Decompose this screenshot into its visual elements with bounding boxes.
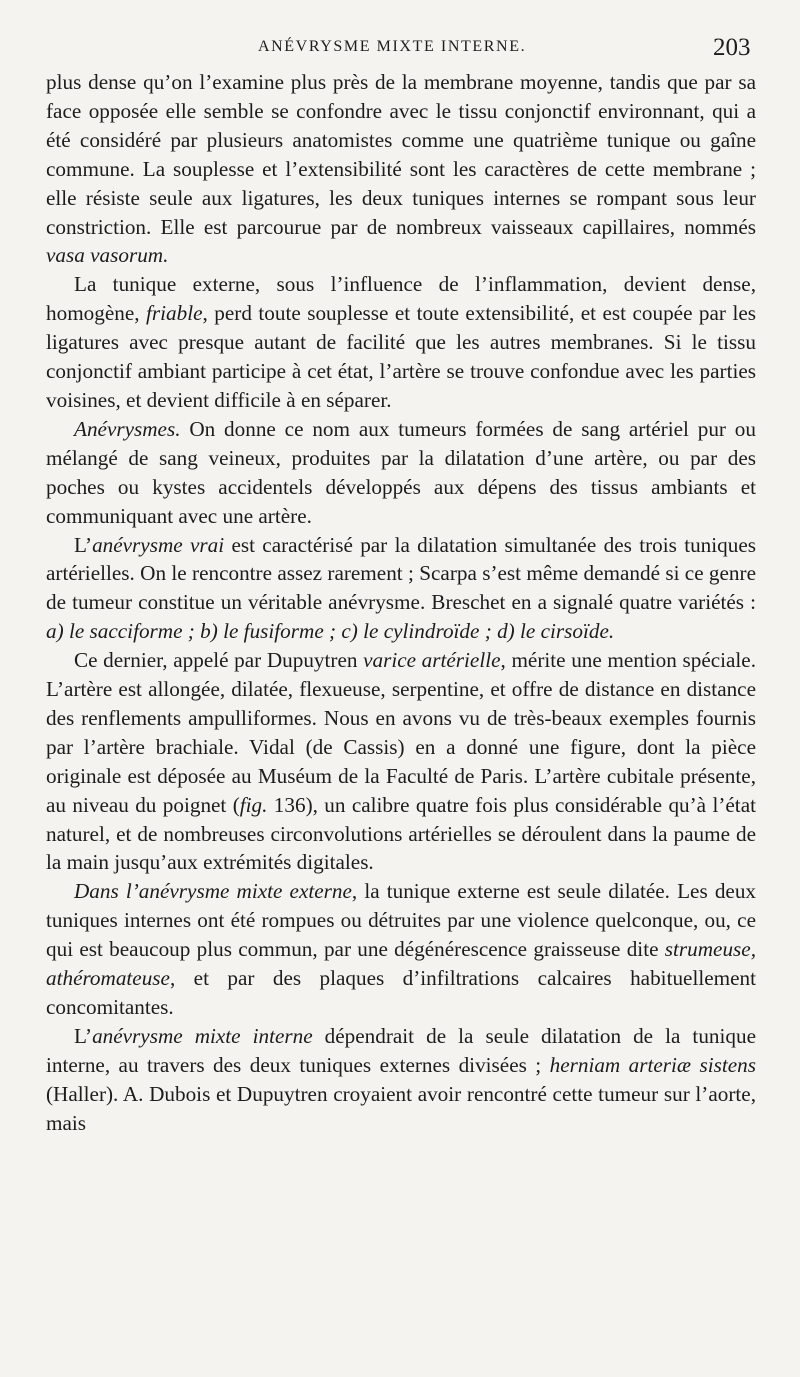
italic-text: Dans l’anévrysme mixte externe	[74, 879, 352, 904]
italic-text: fig.	[239, 792, 268, 817]
italic-text: herniam arteriæ sistens	[549, 1052, 756, 1077]
text-run: (Haller). A. Dubois et Dupuytren croyaient avoir rencontré cette tumeur sur l’aorte, mais	[46, 1081, 756, 1135]
italic-text: anévrysme mixte interne	[92, 1023, 313, 1048]
text-run: La tunique externe, sous l’influence de l’inflammation, devient dense, homogène,	[46, 272, 756, 326]
text-run: est caractérisé par la dilatation simultanée des trois tuniques artérielles. On le rencontre assez rarement ; Scarpa s’est même demandé si ce genre de tumeur constitue un véritable anévrysme. Breschet en a signalé quatre variétés :	[46, 532, 756, 615]
text-run: , perd toute souplesse et toute extensibilité, et est coupée par les ligatures avec presque autant de facilité que les autres membranes. Si le tissu conjonctif ambiant participe à cet état, l’artère se trouve confondue avec les parties voisines, et devient difficile à en séparer.	[46, 301, 756, 412]
italic-text: Anévrysmes.	[74, 416, 181, 441]
text-run: , mérite une mention spéciale. L’artère est allongée, dilatée, flexueuse, serpentine, et offre de distance en distance des renflements ampulliformes. Nous en avons vu de très-beaux exemples fournis par l’artère brachiale. Vidal (de Cassis) en a donné une figure, dont la pièce originale est déposée au Muséum de la Faculté de Paris. L’artère cubitale présente, au niveau du poignet (	[46, 648, 757, 817]
italic-text: a) le sacciforme ; b) le fusiforme ; c) le cylindroïde ; d) le cirsoïde.	[46, 619, 615, 644]
paragraph	[46, 270, 756, 415]
italic-text: vasa vasorum.	[46, 243, 169, 268]
paragraph	[46, 68, 756, 270]
italic-text: strumeuse, athéromateuse	[46, 937, 756, 991]
paragraph	[46, 877, 756, 1022]
text-run: , et par des plaques d’infiltrations calcaires habituellement concomitantes.	[46, 966, 756, 1019]
paragraph	[46, 531, 756, 647]
italic-text: varice artérielle	[363, 648, 501, 673]
text-run: plus dense qu’on l’examine plus près de la membrane moyenne, tandis que par sa face opposée elle semble se confondre avec le tissu conjonctif environnant, qui a été considéré par plusieurs anatomistes comme une quatrième tunique ou gaîne commune. La souplesse et l’extensibilité sont les caractères de cette membrane ; elle résiste seule aux ligatures, les deux tuniques internes se rompant sous leur constriction. Elle est parcourue par de nombreux vaisseaux capillaires, nommés	[46, 70, 756, 239]
text-run: , la tunique externe est seule dilatée. Les deux tuniques internes ont été rompues ou détruites par une violence quelconque, ou, ce qui est beaucoup plus commun, par une dégénérescence graisseuse dite	[46, 879, 757, 962]
page-header	[0, 34, 800, 64]
body-text	[46, 68, 756, 1138]
text-run: On donne ce nom aux tumeurs formées de sang artériel pur ou mélangé de sang veineux, produites par la dilatation d’une artère, ou par des poches ou kystes accidentels développés aux dépens des tissus ambiants et communiquant avec une artère.	[46, 416, 756, 528]
italic-text: friable	[146, 301, 203, 326]
italic-text: anévrysme vrai	[92, 532, 225, 557]
text-run: L’	[74, 1023, 93, 1048]
text-run: Ce dernier, appelé par Dupuytren	[74, 648, 364, 673]
running-title: ANÉVRYSME MIXTE INTERNE.	[258, 38, 527, 55]
text-run: L’	[74, 532, 93, 557]
text-run: 136), un calibre quatre fois plus considérable qu’à l’état naturel, et de nombreuses circonvolutions artérielles se déroulent dans la paume de la main jusqu’aux extrémités digitales.	[46, 792, 756, 875]
page-number: 203	[713, 34, 751, 61]
paragraph	[46, 646, 756, 877]
paragraph	[46, 415, 756, 531]
paragraph	[46, 1022, 756, 1138]
text-run: dépendrait de la seule dilatation de la tunique interne, au travers des deux tuniques externes divisées ;	[46, 1023, 756, 1077]
